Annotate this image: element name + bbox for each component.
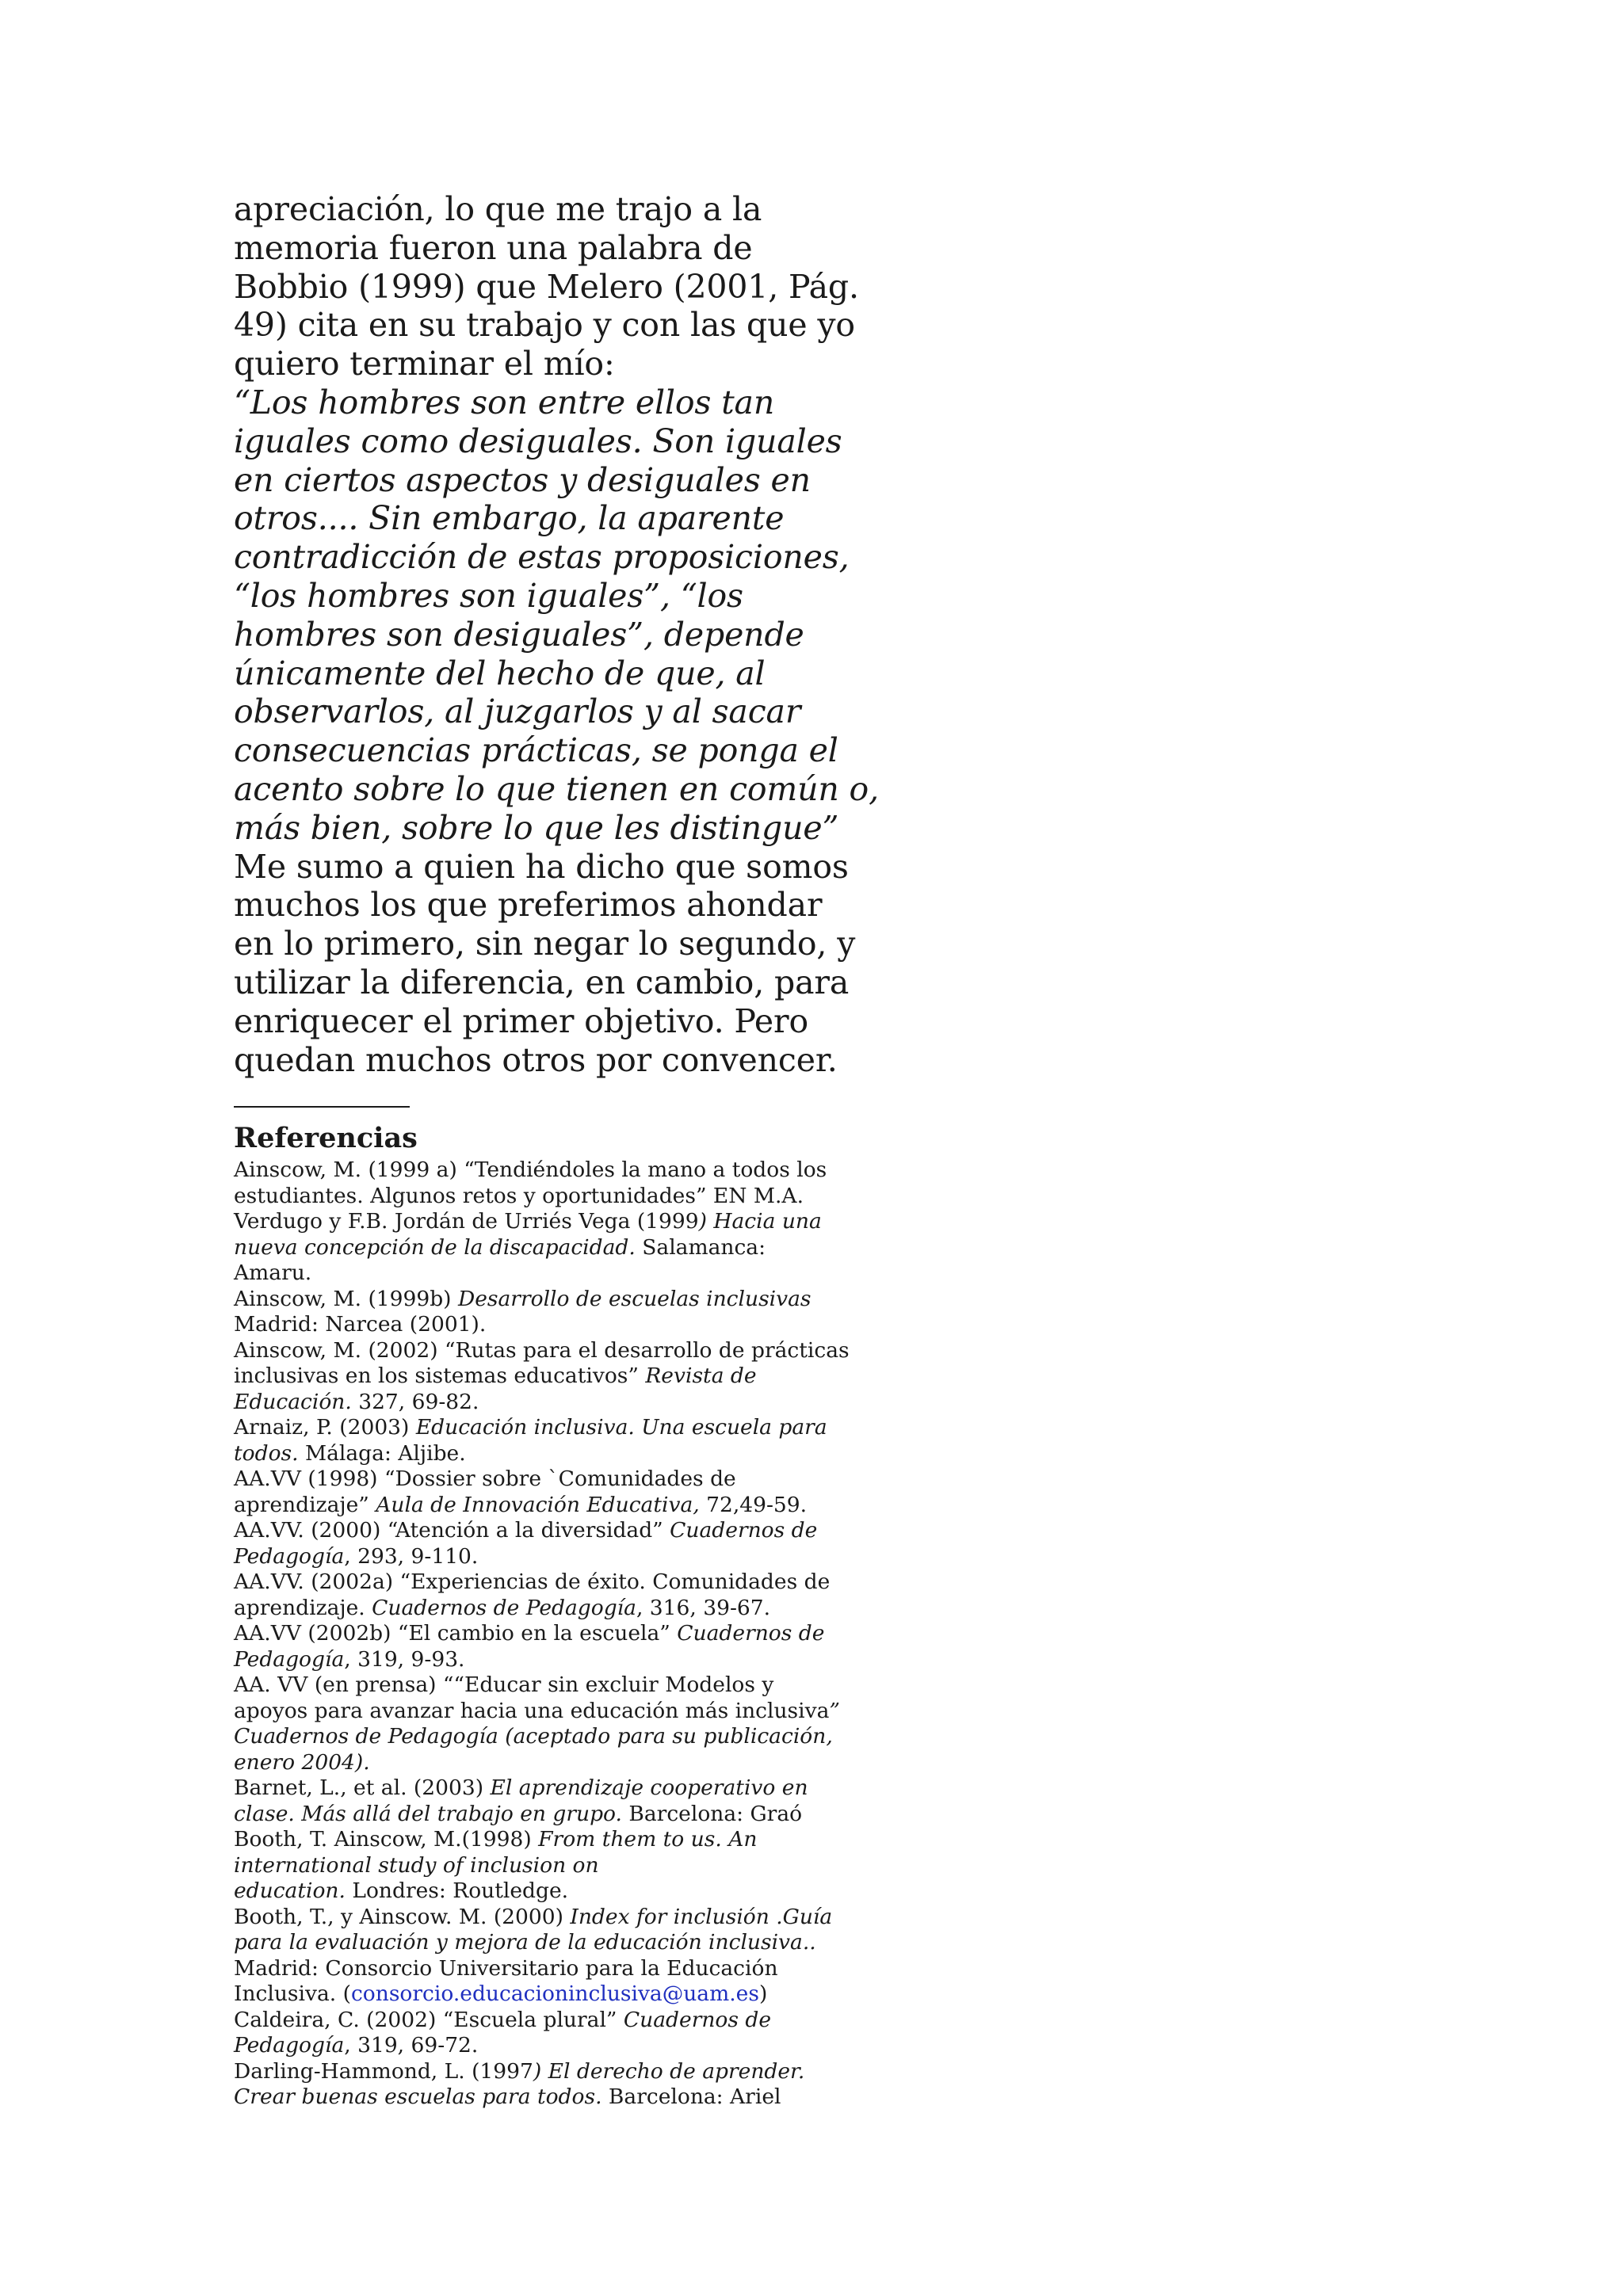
reference-title: Revista de xyxy=(645,1363,757,1389)
reference-line xyxy=(234,1466,868,1493)
reference-title: From them to us. An xyxy=(538,1827,758,1852)
reference-text: inclusivas en los sistemas educativos” xyxy=(234,1363,646,1389)
reference-line xyxy=(234,1261,868,1287)
reference-line xyxy=(234,1596,868,1622)
reference-title: ) Hacia una xyxy=(698,1209,822,1234)
reference-title: Educación inclusiva. Una escuela para xyxy=(415,1415,827,1440)
reference-text: estudiantes. Algunos retos y oportunidades” EN M.A. xyxy=(234,1183,804,1208)
body-line: memoria fueron una palabra de xyxy=(234,228,753,267)
body-line: utilizar la diferencia, en cambio, para xyxy=(234,963,850,1001)
quote-line: otros.... Sin embargo, la aparente xyxy=(234,499,785,538)
reference-title: Pedagogía xyxy=(234,1543,345,1569)
reference-title: clase. Más allá del trabajo en grupo. xyxy=(234,1801,622,1826)
reference-line xyxy=(234,1878,868,1905)
reference-line xyxy=(234,2084,868,2111)
reference-line xyxy=(234,1390,868,1416)
reference-text: AA.VV. (2002a) “Experiencias de éxito. Comunidades de xyxy=(234,1569,831,1595)
reference-title: Cuadernos de xyxy=(677,1621,825,1646)
body-line: quiero terminar el mío: xyxy=(234,345,615,383)
body-line: Bobbio (1999) que Melero (2001, Pág. xyxy=(234,267,859,306)
reference-text: Madrid: Narcea (2001). xyxy=(234,1312,487,1337)
reference-text: 72,49-59. xyxy=(699,1492,808,1517)
quote-line: hombres son desiguales”, depende xyxy=(234,615,804,654)
quote-line: consecuencias prácticas, se ponga el xyxy=(234,731,838,770)
reference-text: AA.VV (1998) “Dossier sobre `Comunidades de xyxy=(234,1466,736,1492)
reference-text: Ainscow, M. (1999b) xyxy=(234,1286,458,1311)
reference-title: Index for inclusión .Guía xyxy=(570,1904,833,1929)
reference-text: , 316, 39-67. xyxy=(636,1595,771,1620)
reference-title: para la evaluación y mejora de la educación inclusiva.. xyxy=(234,1930,816,1955)
reference-text: Booth, T., y Ainscow. M. (2000) xyxy=(234,1904,571,1929)
reference-text: aprendizaje” xyxy=(234,1492,376,1517)
quote-line: en ciertos aspectos y desiguales en xyxy=(234,460,811,499)
reference-line xyxy=(234,1827,868,1853)
reference-title: Cuadernos de Pedagogía (aceptado para su publicación, xyxy=(234,1724,833,1749)
reference-text: Madrid: Consorcio Universitario para la Educación xyxy=(234,1955,778,1981)
reference-line xyxy=(234,1802,868,1828)
reference-line xyxy=(234,1905,868,1931)
closing-paragraph xyxy=(234,848,868,1080)
references-list xyxy=(234,1158,868,2111)
reference-title: ) El derecho de aprender. xyxy=(533,2058,805,2084)
reference-line xyxy=(234,1158,868,1184)
body-line: en lo primero, sin negar lo segundo, y xyxy=(234,925,856,963)
reference-title: Pedagogía xyxy=(234,1646,345,1672)
reference-text: Londres: Routledge. xyxy=(345,1878,569,1904)
reference-line xyxy=(234,1672,868,1699)
reference-text: AA. VV (en prensa) ““Educar sin excluir Modelos y xyxy=(234,1672,774,1698)
reference-text: Amaru. xyxy=(234,1261,312,1286)
reference-text: aprendizaje. xyxy=(234,1595,372,1620)
reference-text: AA.VV (2002b) “El cambio en la escuela” xyxy=(234,1621,678,1646)
quote-line: iguales como desiguales. Son iguales xyxy=(234,421,842,460)
reference-title: education. xyxy=(234,1878,346,1904)
reference-line xyxy=(234,1621,868,1647)
reference-line xyxy=(234,1544,868,1570)
body-paragraph xyxy=(234,190,879,1079)
reference-line xyxy=(234,1518,868,1544)
reference-line xyxy=(234,1493,868,1519)
reference-line xyxy=(234,1209,868,1235)
reference-line xyxy=(234,1184,868,1210)
reference-line xyxy=(234,1363,868,1390)
reference-text: , 319, 9-93. xyxy=(344,1646,465,1672)
reference-title: nueva concepción de la discapacidad. xyxy=(234,1234,636,1260)
reference-line xyxy=(234,1956,868,1982)
reference-line xyxy=(234,2008,868,2034)
reference-text: apoyos para avanzar hacia una educación más inclusiva xyxy=(234,1698,830,1723)
quote-line: “Los hombres son entre ellos tan xyxy=(234,383,775,421)
body-line: apreciación, lo que me trajo a la xyxy=(234,190,762,228)
body-line: muchos los que preferimos ahondar xyxy=(234,886,823,925)
reference-line xyxy=(234,1415,868,1441)
body-lines xyxy=(234,190,868,383)
reference-title: Cuadernos de xyxy=(623,2007,772,2032)
quote-line: acento sobre lo que tienen en común o, xyxy=(234,769,879,808)
reference-text: ) xyxy=(758,1981,768,2007)
reference-line xyxy=(234,2033,868,2059)
reference-text: Booth, T. Ainscow, M.(1998) xyxy=(234,1827,539,1852)
reference-title: Aula de Innovación Educativa, xyxy=(376,1492,700,1517)
reference-text: Málaga: Aljibe. xyxy=(298,1440,466,1466)
quote-block xyxy=(234,383,879,848)
reference-text: Barcelona: Ariel xyxy=(601,2084,781,2110)
reference-text: Arnaiz, P. (2003) xyxy=(234,1415,416,1440)
body-line: enriquecer el primer objetivo. Pero xyxy=(234,1001,809,1040)
reference-line xyxy=(234,1647,868,1673)
footnote-divider xyxy=(234,1106,410,1108)
reference-text: Ainscow, M. (2002) “Rutas para el desarrollo de prácticas xyxy=(234,1337,850,1363)
reference-title: El aprendizaje cooperativo en xyxy=(490,1775,808,1801)
reference-line xyxy=(234,1441,868,1467)
reference-text: Salamanca: xyxy=(635,1234,766,1260)
body-line: Me sumo a quien ha dicho que somos xyxy=(234,847,849,886)
reference-line xyxy=(234,1235,868,1261)
reference-title: Educación. xyxy=(234,1389,352,1414)
reference-text: AA.VV. (2000) “Atención a la diversidad” xyxy=(234,1518,670,1543)
reference-line xyxy=(234,1930,868,1956)
reference-line xyxy=(234,1775,868,1802)
reference-title: Desarrollo de escuelas inclusivas xyxy=(457,1286,812,1311)
reference-title: todos. xyxy=(234,1440,299,1466)
quote-line: “los hombres son iguales”, “los xyxy=(234,576,743,615)
quote-line: más bien, sobre lo que les distingue” xyxy=(234,808,839,847)
reference-text: Ainscow, M. (1999 a) “Tendiéndoles la mano a todos los xyxy=(234,1158,827,1183)
body-line: 49) cita en su trabajo y con las que yo xyxy=(234,306,855,345)
reference-line xyxy=(234,1569,868,1596)
quote-line: únicamente del hecho de que, al xyxy=(234,654,766,692)
reference-title: Pedagogía xyxy=(234,2033,345,2058)
document-page xyxy=(234,190,879,2111)
reference-line xyxy=(234,1724,868,1750)
reference-line xyxy=(234,1287,868,1313)
reference-title: Crear buenas escuelas para todos. xyxy=(234,2084,602,2110)
reference-title: international study of inclusion on xyxy=(234,1852,599,1878)
reference-text: Barnet, L., et al. (2003) xyxy=(234,1775,491,1801)
quote-line: contradicción de estas proposiciones, xyxy=(234,538,850,577)
reference-text: 327, 69-82. xyxy=(351,1389,479,1414)
reference-text: , 293, 9-110. xyxy=(344,1543,479,1569)
reference-text: , 319, 69-72. xyxy=(344,2033,479,2058)
reference-line xyxy=(234,1338,868,1364)
reference-text: Caldeira, C. (2002) “Escuela plural” xyxy=(234,2007,624,2032)
reference-text: Barcelona: Graó xyxy=(621,1801,803,1826)
reference-line xyxy=(234,1750,868,1776)
references-heading: Referencias xyxy=(234,1122,418,1155)
reference-line xyxy=(234,1981,868,2008)
reference-line xyxy=(234,1853,868,1879)
reference-title: Cuadernos de xyxy=(670,1518,818,1543)
quote-line: observarlos, al juzgarlos y al sacar xyxy=(234,692,801,731)
reference-title: enero 2004). xyxy=(234,1749,370,1775)
reference-line xyxy=(234,1699,868,1725)
reference-text: Darling-Hammond, L. (1997 xyxy=(234,2058,533,2084)
reference-line xyxy=(234,2059,868,2085)
reference-title: Cuadernos de Pedagogía xyxy=(372,1595,636,1620)
email-link[interactable]: consorcio.educacioninclusiva@uam.es xyxy=(350,1981,759,2007)
reference-text: Inclusiva. ( xyxy=(234,1981,351,2007)
reference-text: Verdugo y F.B. Jordán de Urriés Vega (1999 xyxy=(234,1209,699,1234)
reference-title: ” xyxy=(829,1698,840,1723)
reference-line xyxy=(234,1312,868,1338)
body-line: quedan muchos otros por convencer. xyxy=(234,1040,838,1079)
